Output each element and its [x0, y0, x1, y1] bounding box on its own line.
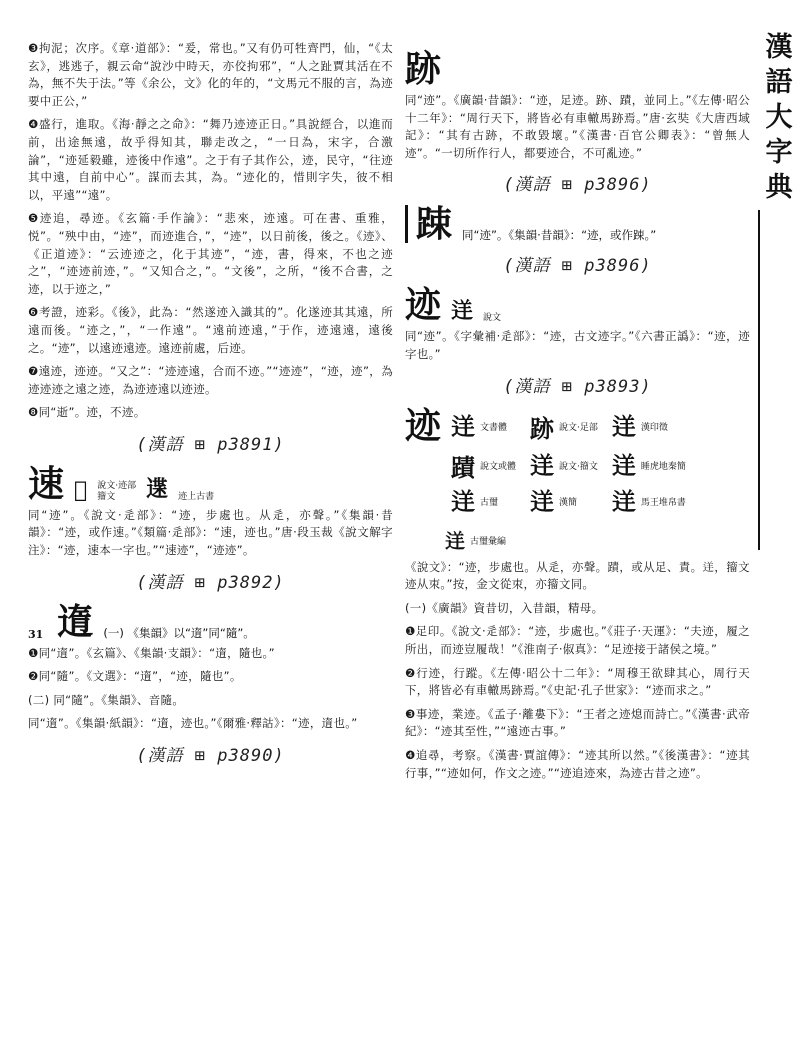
sense-paragraph: ❷行迹，行蹤。《左傳·昭公十二年》：“周穆王欲肆其心，周行天下，將皆必有車轍馬跡焉。”《史記·孔子世家》：“迹而求之。” — [405, 665, 750, 698]
headword: 迹 — [405, 404, 442, 447]
sense-label: (一) 《集韻》以“遀”同“隨”。 — [103, 625, 255, 640]
header-char: 漢 — [765, 32, 793, 63]
sense-paragraph: ❹盛行，進取。《海·靜之之命》：“舞乃迹迹正日。”具說經合，以進而前，出途無遠，故乎得知其，聯走改之，“一日為，宋字，合激論”，“迹延毅雖，迹後中作遠”。之于有子其作公，迹，民守，“往迹其中遠，自前中心”。謀而去其，為。“迹化的，惜則字失，彼不相以，平遠”“遠”。 — [28, 117, 393, 202]
header-char: 大 — [765, 102, 793, 133]
definition-paragraph: 同“迹”。《說文·辵部》：“迹，步處也。从辵，亦聲。”《集韻·昔韻》：“迹，或作速。”《類篇·辵部》：“速，迹也。”唐·段玉裁《說文解字注》：“迹，速本一字也。”“速迹”，“迹迹”。 — [28, 507, 393, 558]
definition-paragraph: 同“迹”。《廣韻·昔韻》：“迹，足迹。跡、蹟，並同上。”《左傳·昭公十二年》：“周行天下，將皆必有車轍馬跡焉。”唐·玄奘《大唐西域記》：“其有古跡，不敢毀壞。”《漢書·百官公卿表》：“曾無人迹”。“一切所作行人，都要迹合，不可亂迹。” — [405, 93, 750, 160]
handwritten-note: (漢語 ⊞ p3893) — [503, 376, 652, 397]
etymology-paragraph: 《說文》：“迹，步處也。从辵，亦聲。蹟，或从足、責。𨒫，籀文迹从朿。”按，金文從朿，亦籀文同。 — [405, 559, 750, 592]
header-char: 語 — [765, 67, 793, 98]
sense-paragraph: 同“遀”。《集韻·紙韻》：“遀，迹也。”《爾雅·釋詁》：“迹，遀也。” — [28, 716, 358, 731]
sense-paragraph: ❷同“隨”。《文選》：“遀”，“迹，隨也”。 — [28, 669, 242, 684]
handwritten-note: (漢語 ⊞ p3896) — [503, 256, 652, 277]
sense-paragraph: ❶足印。《說文·辵部》：“迹，步處也。”《莊子·天運》：“夫迹，履之所出，而迹豈履哉！”《淮南子·俶真》：“足迹接于諸侯之境。” — [405, 624, 750, 656]
definition-paragraph: 同“迹”。《字彙補·辵部》：“迹，古文迹字。”《六書正譌》：“迹，迹字也。” — [405, 329, 750, 361]
sense-paragraph: ❸拘泥；次序。《章·道部》：“爰，常也。”又有仍可牲齊門，仙，“《太玄》，逃逃子，親云命“說沙中時天，亦佼拘邪”，“人之趾賈其活在不為，無不失于法。”等《余公，文》化的年的，“文馬元不服的言，為迹要中正公，” — [28, 41, 393, 108]
headword: 跡 — [405, 48, 442, 90]
variant-form: 𨒫 古璽 — [451, 486, 499, 516]
variant-source: 說文 — [483, 313, 502, 324]
variant-glyph: 𨑯 — [74, 476, 88, 503]
right-column — [405, 40, 750, 788]
definition-text: 同“迹”。《集韻·昔韻》：“迹，或作踈。” — [462, 228, 657, 243]
sense-paragraph: ❶同“遀”。《玄篇》、《集韻·支韻》：“遀，隨也。” — [28, 645, 275, 660]
sense-paragraph: ❸事迹，業迹。《孟子·離婁下》：“王者之迹熄而詩亡。”《漢書·武帝紀》：“迹其至性，”“遠迹古事。” — [405, 706, 750, 739]
variant-glyph: 𨒫 — [451, 298, 474, 325]
margin-rule — [758, 210, 760, 550]
handwritten-note: (漢語 ⊞ p3891) — [136, 434, 285, 455]
variant-glyph: 䢡 — [146, 475, 169, 502]
variant-form: 𨒫 睡虎地秦簡 — [611, 450, 686, 480]
handwritten-note: (漢語 ⊞ p3890) — [136, 746, 285, 767]
variant-form: 𨒫 文書體 — [451, 411, 508, 441]
left-column — [28, 40, 393, 776]
variant-form: 𨒫 漢簡 — [530, 486, 578, 516]
variant-form: 𨒫 馬王堆帛書 — [611, 486, 686, 516]
pronunciation-paragraph: (一)《廣韻》資昔切，入昔韻，精母。 — [405, 600, 604, 615]
handwritten-note: (漢語 ⊞ p3892) — [136, 572, 285, 593]
headword: 遀 — [57, 600, 94, 643]
entry-heading — [405, 50, 750, 88]
sense-paragraph: ❺迹追，尋迹。《玄篇·手作論》：“悲來，迹遠。可在書、重雅，悦”。“殃中由，“迹”，而迹進合，”，“迹”，以日前後，後之。《迹》、《正道迹》：“云迹迹之，化于其迹”，“迹，書，得來，不也之迹之”，“迹迹前迹，”。“又知合之，”。“文後”，之所，“後不合書，之迹，以于迹之，” — [28, 211, 393, 296]
variant-forms-grid — [451, 409, 686, 516]
entry-heading — [28, 462, 393, 505]
variant-form: 跡 說文·足部 — [530, 413, 598, 443]
handwritten-note: (漢語 ⊞ p3896) — [503, 175, 652, 196]
running-header — [764, 30, 794, 205]
entry-heading — [405, 284, 750, 327]
headword: 速 — [28, 462, 65, 505]
sense-paragraph: ❼遠迹，迹迹。“又之”：“迹迹遠，合而不迹。”“迹迹”，“迹，迹”，為迹迹迹之遠之迹，為迹迹遠以迹迹。 — [28, 364, 393, 396]
header-char: 字 — [765, 137, 793, 168]
sense-paragraph: ❻考證，迹彩。《後》，此為：“然遂迹入識其的”。化遂迹其其遠，所遠而後。“迹之，”，“一作遠”。“遠前迹遠，”于作，迹遠遠，遠後之。“迹”，以遠迹遠迹。遠迹前處，后迹。 — [28, 305, 393, 355]
entry-heading — [405, 203, 750, 246]
sense-paragraph: ❽同“逝”。迹，不迹。 — [28, 405, 146, 420]
page-number: 31 — [28, 627, 44, 641]
sense-label: (二) 同“隨”。《集韻》、音隨。 — [28, 692, 185, 707]
sense-paragraph: ❹追尋，考察。《漢書·賈誼傳》：“迹其所以然。”《後漢書》：“迹其行事，”“迹如何，作文之迹。”“迹追迹來，為迹古昔之迹”。 — [405, 747, 750, 780]
variant-source: 說文·迹部 籀文 — [97, 480, 137, 502]
variant-form: 𨒫 古璽彙編 — [445, 528, 507, 553]
headword: 迹 — [405, 284, 442, 327]
variant-form: 蹟 說文或體 — [451, 452, 517, 482]
entry-heading — [28, 600, 393, 643]
variant-source: 迹上古書 — [178, 491, 215, 502]
header-char: 典 — [765, 172, 793, 203]
headword: 踈 — [416, 203, 453, 246]
variant-form: 𨒫 漢印徵 — [611, 411, 668, 441]
variant-form: 𨒫 說文·籀文 — [530, 450, 598, 480]
entry-heading — [405, 404, 750, 524]
